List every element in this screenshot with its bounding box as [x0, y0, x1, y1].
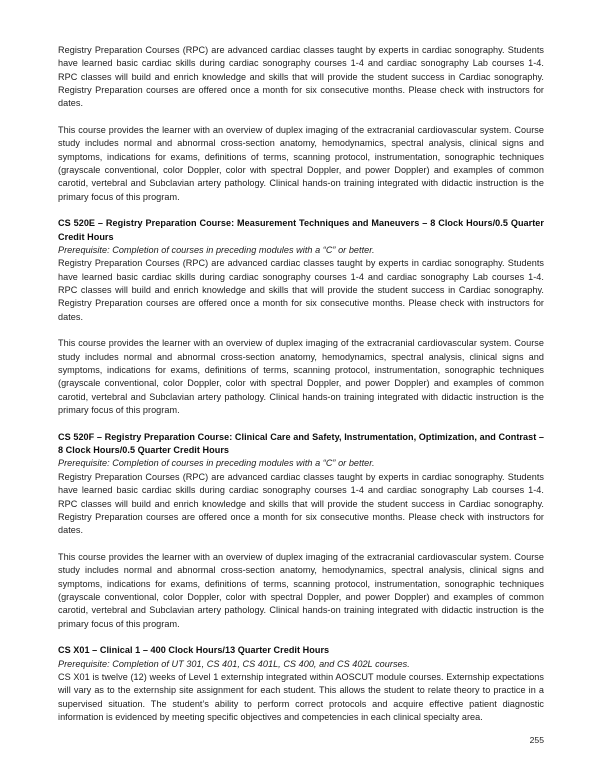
duplex-imaging-paragraph-3: This course provides the learner with an overview of duplex imaging of the extracranial cardiovascular system. Course study includes normal and abnormal cross-section anatomy, hemodynamics, spectral analysis, clinical signs and symptoms, indications for exams, definitions of terms, scanning protocol, instrumentation, sonographic techniques (grayscale conventional, color Doppler, color with spectral Doppler, and power Doppler) and examples of common carotid, vertebral and Subclavian artery pathology. Clinical hands-on training integrated with didactic instruction is the primary focus of this program. — [58, 551, 544, 629]
prerequisite-cs-520f: Prerequisite: Completion of courses in preceding modules with a “C” or better. — [58, 458, 375, 469]
course-heading-cs-520e: CS 520E – Registry Preparation Course: Measurement Techniques and Maneuvers – 8 Clock Hours/0.5 Quarter Credit Hours — [58, 218, 544, 242]
rpc-intro-paragraph-1: Registry Preparation Courses (RPC) are advanced cardiac classes taught by experts in cardiac sonography. Students have learned basic cardiac skills during cardiac sonography courses 1-4 and cardiac sonography Lab courses 1-4. RPC classes will build and enrich knowledge and skills that will provide the student success in Cardiac sonography. Registry Preparation courses are offered once a month for six consecutive months. Please check with instructors for dates. — [58, 45, 544, 109]
course-section-cs-520e — [58, 217, 544, 324]
document-page — [58, 44, 544, 744]
course-section-cs-520f — [58, 431, 544, 538]
externship-paragraph: CS X01 is twelve (12) weeks of Level 1 externship integrated within AOSCUT module courses. Externship expectations will vary as to the externship site assignment for each student. This allows the student to relate theory to practice in a supervised situation. The student’s ability to perform correct protocols and acquire effective patient diagnostic information is evidenced by meeting specific objectives and competencies in each clinical specialty area. — [58, 671, 544, 722]
course-section-cs-x01 — [58, 644, 544, 724]
prerequisite-cs-520e: Prerequisite: Completion of courses in preceding modules with a “C” or better. — [58, 245, 375, 256]
duplex-imaging-paragraph-2: This course provides the learner with an overview of duplex imaging of the extracranial cardiovascular system. Course study includes normal and abnormal cross-section anatomy, hemodynamics, spectral analysis, clinical signs and symptoms, indications for exams, definitions of terms, scanning protocol, instrumentation, sonographic techniques (grayscale conventional, color Doppler, color with spectral Doppler, and power Doppler) and examples of common carotid, vertebral and Subclavian artery pathology. Clinical hands-on training integrated with didactic instruction is the primary focus of this program. — [58, 338, 544, 416]
page-number: 255 — [529, 735, 544, 745]
prerequisite-cs-x01: Prerequisite: Completion of UT 301, CS 401, CS 401L, CS 400, and CS 402L courses. — [58, 658, 410, 669]
rpc-intro-paragraph-2: Registry Preparation Courses (RPC) are advanced cardiac classes taught by experts in cardiac sonography. Students have learned basic cardiac skills during cardiac sonography courses 1-4 and cardiac sonography Lab courses 1-4. RPC classes will build and enrich knowledge and skills that will provide the student success in Cardiac sonography. Registry Preparation courses are offered once a month for six consecutive months. Please check with instructors for dates. — [58, 258, 544, 322]
rpc-intro-paragraph-3: Registry Preparation Courses (RPC) are advanced cardiac classes taught by experts in cardiac sonography. Students have learned basic cardiac skills during cardiac sonography courses 1-4 and cardiac sonography Lab courses 1-4. RPC classes will build and enrich knowledge and skills that will provide the student success in Cardiac sonography. Registry Preparation courses are offered once a month for six consecutive months. Please check with instructors for dates. — [58, 471, 544, 536]
course-heading-cs-x01: CS X01 – Clinical 1 – 400 Clock Hours/13 Quarter Credit Hours — [58, 645, 330, 656]
course-heading-cs-520f: CS 520F – Registry Preparation Course: Clinical Care and Safety, Instrumentation, Optimization, and Contrast – 8 Clock Hours/0.5 Quarter Credit Hours — [58, 431, 544, 456]
duplex-imaging-paragraph-1: This course provides the learner with an overview of duplex imaging of the extracranial cardiovascular system. Course study includes normal and abnormal cross-section anatomy, hemodynamics, spectral analysis, clinical signs and symptoms, indications for exams, definitions of terms, scanning protocol, instrumentation, sonographic techniques (grayscale conventional, color Doppler, color with spectral Doppler, and power Doppler) and examples of common carotid, vertebral and Subclavian artery pathology. Clinical hands-on training integrated with didactic instruction is the primary focus of this program. — [58, 125, 544, 202]
